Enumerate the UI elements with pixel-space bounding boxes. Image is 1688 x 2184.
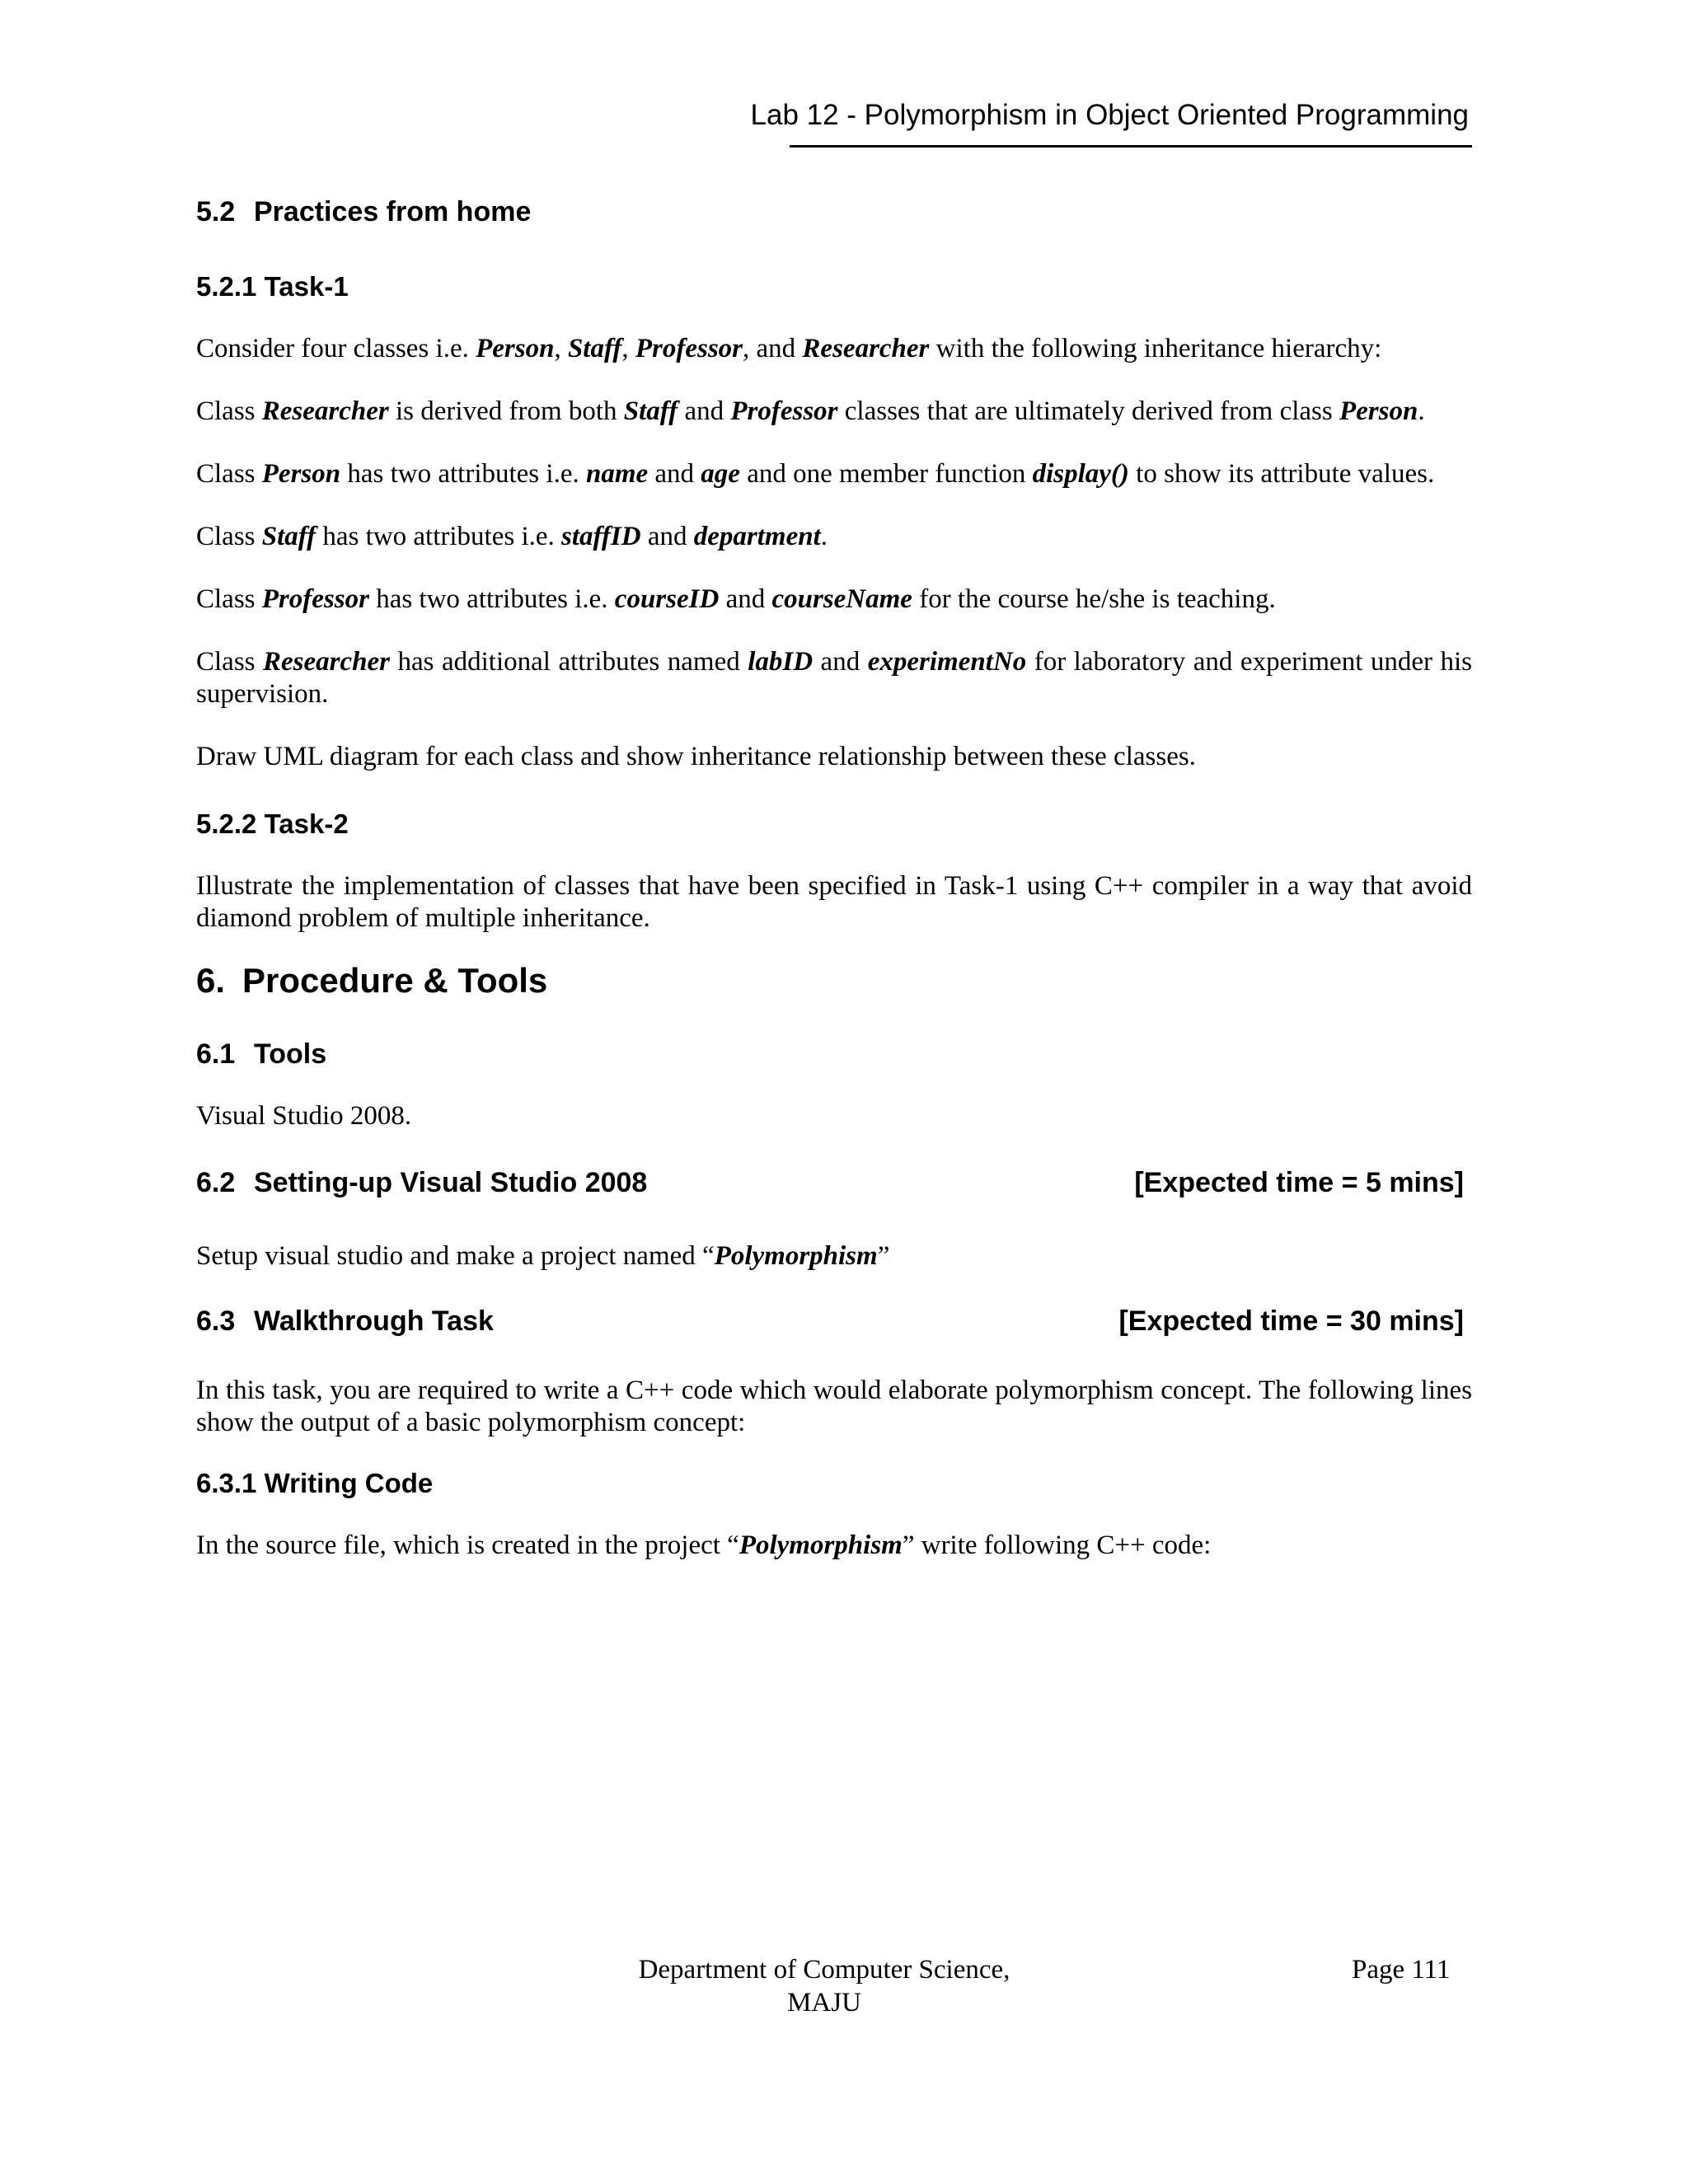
section-number: 6.3 bbox=[196, 1305, 236, 1337]
section-title: Walkthrough Task bbox=[254, 1305, 494, 1337]
task1-paragraph-1 bbox=[196, 333, 1472, 365]
project-name: Polymorphism bbox=[738, 1530, 903, 1560]
class-name: Staff bbox=[261, 522, 316, 551]
section-number: 5.2 bbox=[196, 196, 236, 227]
text-run: has two attributes i.e. bbox=[368, 584, 615, 614]
class-name: Researcher bbox=[261, 396, 389, 426]
text-run: has two attributes i.e. bbox=[340, 459, 586, 489]
attribute-name: labID bbox=[748, 647, 814, 677]
task1-paragraph-3 bbox=[196, 458, 1472, 490]
text-run: and bbox=[678, 396, 731, 426]
attribute-name: staffID bbox=[561, 522, 641, 551]
text-run: ” write following C++ code: bbox=[902, 1530, 1212, 1560]
text-run: Class bbox=[196, 459, 262, 489]
text-run: to show its attribute values. bbox=[1128, 459, 1435, 489]
text-run: Setup visual studio and make a project named “ bbox=[196, 1241, 715, 1271]
text-run: In the source file, which is created in the project “ bbox=[196, 1530, 739, 1560]
section-5-2-heading bbox=[196, 196, 531, 228]
attribute-name: department bbox=[693, 522, 821, 551]
section-title: Setting-up Visual Studio 2008 bbox=[254, 1167, 648, 1198]
section-title: Practices from home bbox=[254, 196, 532, 227]
text-run: has two attributes i.e. bbox=[316, 522, 562, 551]
task1-paragraph-4 bbox=[196, 521, 1472, 553]
class-name: Professor bbox=[261, 584, 369, 614]
attribute-name: age bbox=[701, 459, 740, 489]
text-run: and bbox=[719, 584, 772, 614]
class-name: Person bbox=[1339, 396, 1418, 426]
setup-paragraph bbox=[196, 1240, 1472, 1272]
text-run: Class bbox=[196, 396, 262, 426]
section-6-1-heading bbox=[196, 1038, 326, 1071]
text-run: Consider four classes i.e. bbox=[196, 334, 476, 363]
task1-paragraph-6 bbox=[196, 646, 1472, 710]
footer-page-number: Page 111 bbox=[1352, 1955, 1451, 1985]
footer-department-line-1: Department of Computer Science, bbox=[638, 1955, 1010, 1985]
project-name: Polymorphism bbox=[714, 1241, 878, 1271]
attribute-name: experimentNo bbox=[867, 647, 1027, 677]
class-name: Researcher bbox=[802, 334, 930, 363]
text-run: ” bbox=[877, 1241, 890, 1271]
class-name: Researcher bbox=[263, 647, 390, 677]
task2-paragraph: Illustrate the implementation of classes that have been specified in Task-1 using C++ compiler in a way that avoid diamond problem of multiple inheritance. bbox=[196, 871, 1472, 933]
function-name: display() bbox=[1032, 459, 1129, 489]
section-number: 6.1 bbox=[196, 1038, 236, 1070]
task1-paragraph-5 bbox=[196, 583, 1472, 616]
section-6-2-heading bbox=[196, 1167, 647, 1199]
text-run: , bbox=[621, 334, 635, 363]
attribute-name: courseName bbox=[771, 584, 912, 614]
text-run: , bbox=[554, 334, 568, 363]
text-run: for the course he/she is teaching. bbox=[912, 584, 1276, 614]
section-5-2-1-heading: 5.2.1 Task-1 bbox=[196, 271, 349, 302]
class-name: Staff bbox=[567, 334, 622, 363]
walkthrough-paragraph: In this task, you are required to write a C++ code which would elaborate polymorphism concept. The following lines show the output of a basic polymorphism concept: bbox=[196, 1376, 1472, 1437]
section-number: 6. bbox=[196, 961, 226, 1000]
code-intro-paragraph bbox=[196, 1530, 1472, 1562]
text-run: , and bbox=[743, 334, 803, 363]
footer-department-line-2: MAJU bbox=[787, 1988, 861, 2018]
attribute-name: courseID bbox=[614, 584, 720, 614]
class-name: Staff bbox=[623, 396, 678, 426]
text-run: . bbox=[820, 522, 828, 551]
expected-time-6-3: [Expected time = 30 mins] bbox=[1118, 1305, 1464, 1337]
class-name: Person bbox=[476, 334, 555, 363]
task1-paragraph-7: Draw UML diagram for each class and show inheritance relationship between these classes. bbox=[196, 742, 1196, 771]
class-name: Professor bbox=[730, 396, 838, 426]
class-name: Person bbox=[261, 459, 341, 489]
header-title: Lab 12 - Polymorphism in Object Oriented Programming bbox=[750, 99, 1469, 131]
text-run: Class bbox=[196, 647, 264, 677]
text-run: with the following inheritance hierarchy: bbox=[929, 334, 1382, 363]
section-6-3-heading bbox=[196, 1305, 494, 1338]
text-run: has additional attributes named bbox=[390, 647, 748, 677]
section-5-2-2-heading: 5.2.2 Task-2 bbox=[196, 808, 349, 839]
text-run: and bbox=[640, 522, 694, 551]
text-run: and bbox=[813, 647, 868, 677]
task1-paragraph-2 bbox=[196, 396, 1472, 428]
tools-paragraph: Visual Studio 2008. bbox=[196, 1101, 412, 1131]
page-header bbox=[750, 96, 1472, 148]
text-run: and bbox=[648, 459, 701, 489]
section-6-heading bbox=[196, 961, 547, 1001]
section-title: Tools bbox=[254, 1038, 327, 1070]
text-run: Class bbox=[196, 522, 262, 551]
text-run: Class bbox=[196, 584, 262, 614]
text-run: . bbox=[1418, 396, 1425, 426]
class-name: Professor bbox=[635, 334, 743, 363]
section-title: Procedure & Tools bbox=[242, 961, 548, 1000]
section-number: 6.2 bbox=[196, 1167, 236, 1198]
text-run: is derived from both bbox=[388, 396, 624, 426]
attribute-name: name bbox=[585, 459, 649, 489]
text-run: classes that are ultimately derived from class bbox=[837, 396, 1339, 426]
text-run: for laboratory and experiment under his supervision. bbox=[196, 647, 1473, 709]
footer-department bbox=[577, 1953, 1071, 2019]
expected-time-6-2: [Expected time = 5 mins] bbox=[1134, 1167, 1464, 1198]
section-6-3-1-heading: 6.3.1 Writing Code bbox=[196, 1468, 434, 1498]
text-run: and one member function bbox=[739, 459, 1033, 489]
